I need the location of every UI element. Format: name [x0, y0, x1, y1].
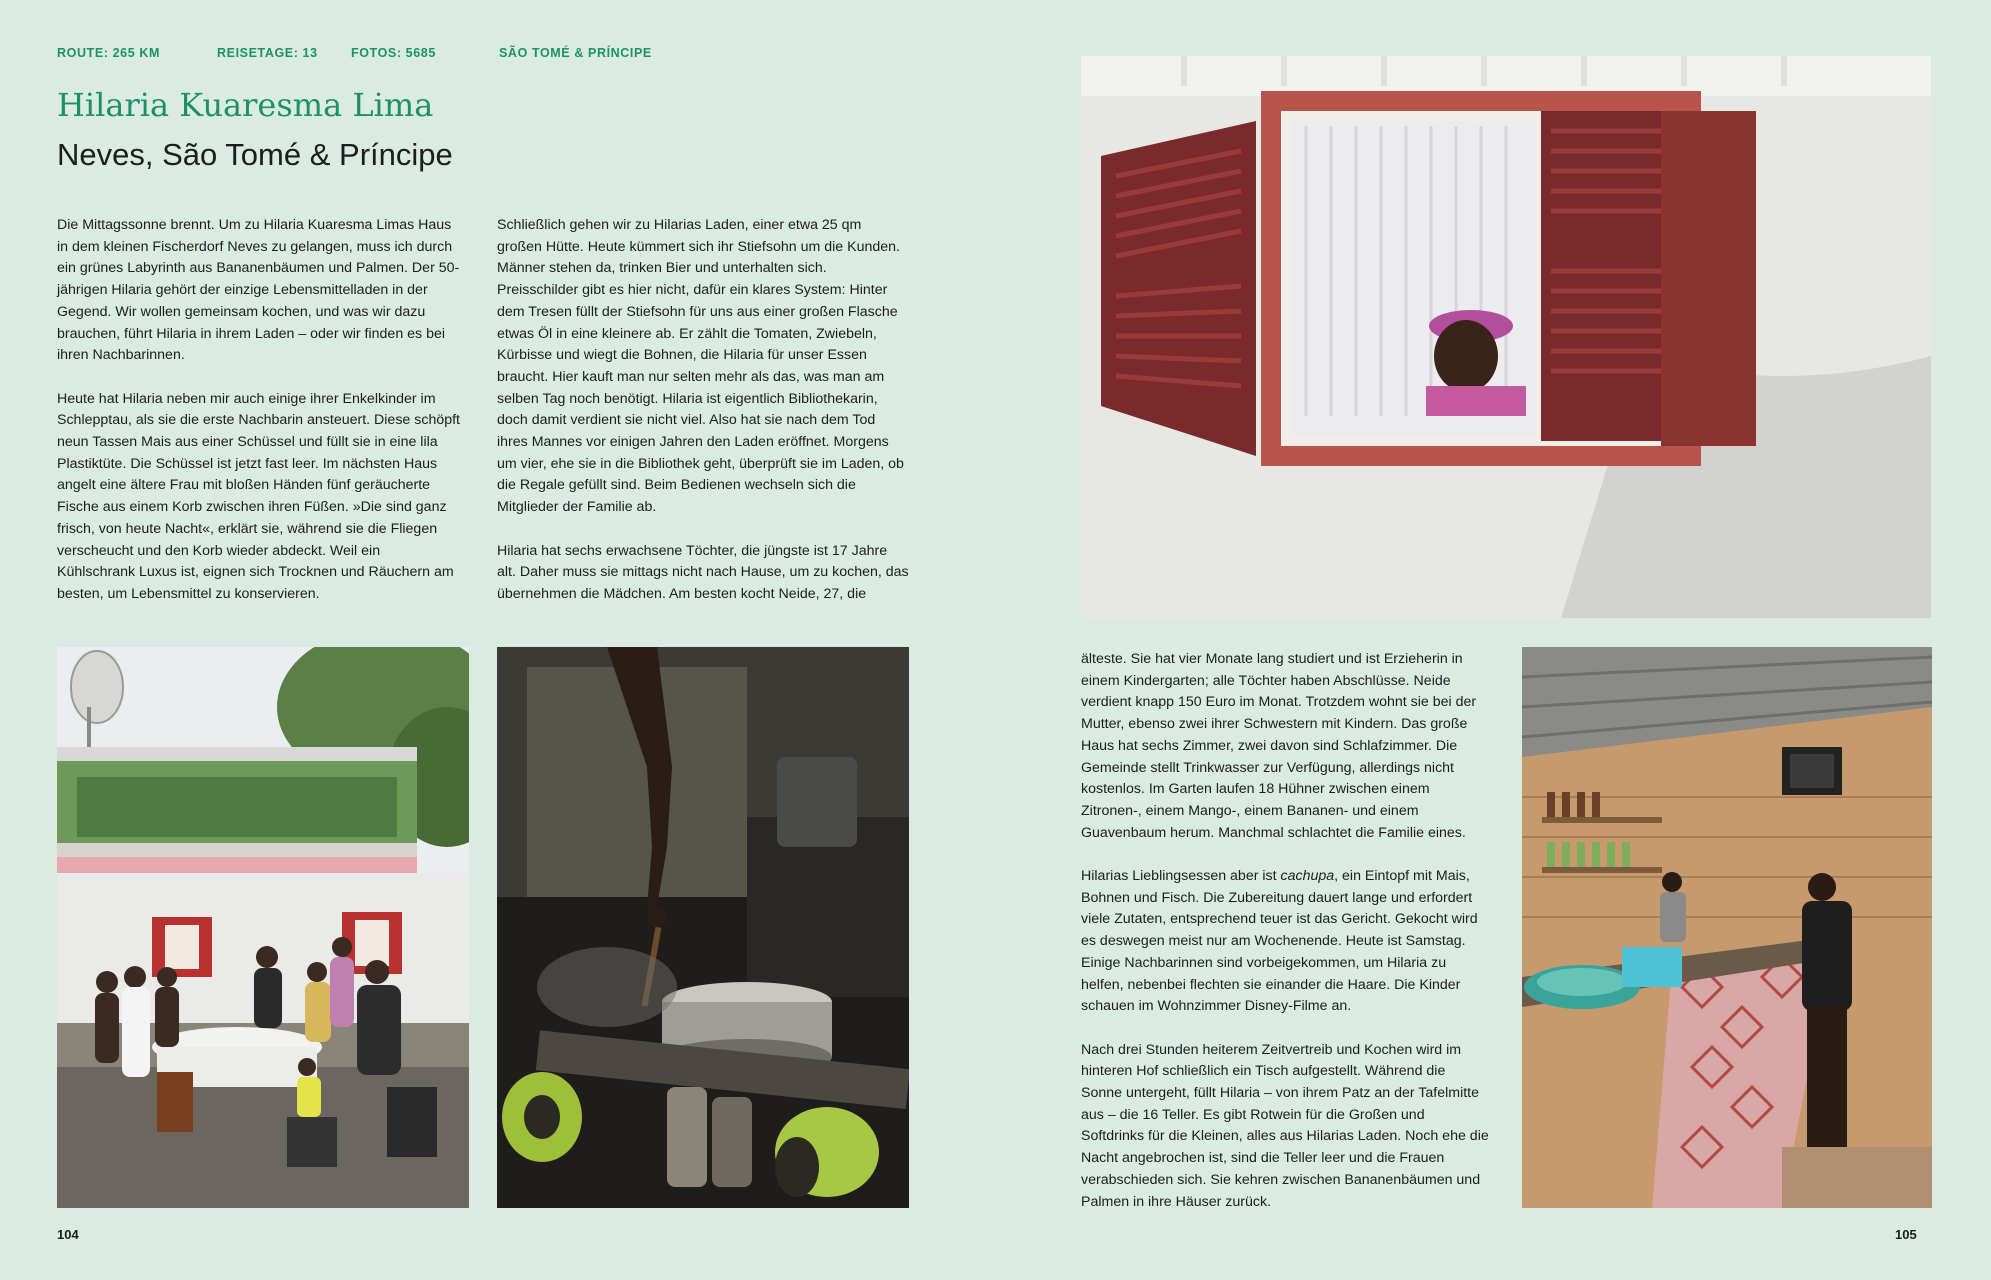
days-label: REISETAGE: 13	[217, 46, 318, 60]
photos-label: FOTOS: 5685	[351, 46, 436, 60]
article-subtitle: Neves, São Tomé & Príncipe	[57, 137, 453, 172]
text-column-3	[1081, 649, 1489, 1213]
dish-name: cachupa	[1280, 868, 1335, 885]
left-page	[0, 0, 995, 1280]
paragraph: Die Mittagssonne brennt. Um zu Hilaria Kuaresma Limas Haus in dem kleinen Fischerdorf Neves zu gelangen, muss ich durch ein grünes Labyrinth aus Bananenbäumen und Palmen. Der 50-jährigen Hilaria gehört der einzige Lebensmittelladen in der Gegend. Wir wollen gemeinsam kochen, und was wir dazu brauchen, führt Hilaria in ihrem Laden – oder wir finden es bei ihren Nachbarinnen.	[57, 217, 460, 364]
paragraph: Hilaria hat sechs erwachsene Töchter, die jüngste ist 17 Jahre alt. Daher muss sie mittags nicht nach Hause, um zu kochen, das übernehmen die Mädchen. Am besten kocht Neide, 27, die	[497, 542, 909, 602]
page-number-left: 104	[57, 1227, 79, 1242]
photo-cooking-fire	[497, 647, 909, 1208]
paragraph: Nach drei Stunden heiterem Zeitvertreib und Kochen wird im hinteren Hof schließlich ein Tisch aufgestellt. Während die Sonne untergeht, füllt Hilaria – von ihrem Patz an der Tafelmitte aus – die 16 Teller. Es gibt Rotwein für die Großen und Softdrinks für die Kleinen, alles aus Hilarias Laden. Noch ehe die Nacht angebrochen ist, sind die Teller leer und die Frauen verabschieden sich. Sie kehren zwischen Bananenbäumen und Palmen in ihre Häuser zurück.	[1081, 1041, 1489, 1210]
text-column-1	[57, 215, 461, 606]
photo-family-gathering	[57, 647, 469, 1208]
paragraph: Schließlich gehen wir zu Hilarias Laden, einer etwa 25 qm großen Hütte. Heute kümmert sich ihr Stiefsohn um die Kunden. Männer stehen da, trinken Bier und unterhalten sich. Preisschilder gibt es hier nicht, dafür ein klares System: Hinter dem Tresen füllt der Stiefsohn für uns aus einer großen Flasche etwas Öl in eine kleinere ab. Er zählt die Tomaten, Zwiebeln, Kürbisse und wiegt die Bohnen, die Hilaria für unser Essen braucht. Hier kauft man nur selten mehr als das, was man am selben Tag noch benötigt. Hilaria ist eigentlich Bibliothekarin, doch damit verdient sie nicht viel. Also hat sie nach dem Tod ihres Mannes vor einigen Jahren den Laden eröffnet. Morgens um vier, ehe sie in die Bibliothek geht, überprüft sie im Laden, ob die Regale gefüllt sind. Beim Bedienen wechseln sich die Mitglieder der Familie ab.	[497, 217, 904, 516]
right-page	[996, 0, 1991, 1280]
photo-shop-interior	[1522, 647, 1932, 1208]
route-label: ROUTE: 265 KM	[57, 46, 160, 60]
paragraph: älteste. Sie hat vier Monate lang studiert und ist Erzieherin in einem Kindergarten; alle Töchter haben Abschlüsse. Neide verdient knapp 150 Euro im Monat. Trotzdem wohnt sie bei der Mutter, ebenso zwei ihrer Schwestern mit Kindern. Das große Haus hat sechs Zimmer, zwei davon sind Schlafzimmer. Die Gemeinde stellt Trinkwasser zur Verfügung, allerdings nicht kostenlos. Im Garten laufen 18 Hühner zwischen einem Zitronen-, einem Mango-, einem Bananen- und einem Guavenbaum herum. Manchmal schlachtet die Familie eines.	[1081, 651, 1477, 841]
page-number-right: 105	[1895, 1227, 1917, 1242]
photo-girl-window	[1081, 56, 1931, 618]
paragraph: Heute hat Hilaria neben mir auch einige ihrer Enkelkinder im Schlepptau, als sie die erste Nachbarin ansteuert. Diese schöpft neun Tassen Mais aus einer Schüssel und füllt sie in eine lila Plastiktüte. Die Schüssel ist jetzt fast leer. Im nächsten Haus angelt eine ältere Frau mit bloßen Händen fünf geräucherte Fische aus einem Korb zwischen ihren Füßen. »Die sind ganz frisch, von heute Nacht«, erklärt sie, während sie die Fliegen verscheucht und den Korb wieder abdeckt. Weil ein Kühlschrank Luxus ist, eignen sich Trocknen und Räuchern am besten, um Lebensmittel zu konservieren.	[57, 390, 460, 602]
country-label: SÃO TOMÉ & PRÍNCIPE	[499, 46, 652, 60]
paragraph: Hilarias Lieblingsessen aber ist cachupa, ein Eintopf mit Mais, Bohnen und Fisch. Die Zubereitung dauert lange und erfordert viele Zutaten, entsprechend teuer ist das Gericht. Gekocht wird es deswegen meist nur am Wochenende. Heute ist Samstag. Einige Nachbarinnen sind vorbeigekommen, um Hilaria zu helfen, nebenbei flechten sie einander die Haare. Die Kinder schauen im Wohnzimmer Disney-Filme an.	[1081, 868, 1478, 1015]
article-title: Hilaria Kuaresma Lima	[57, 86, 434, 124]
text-column-2	[497, 215, 909, 606]
